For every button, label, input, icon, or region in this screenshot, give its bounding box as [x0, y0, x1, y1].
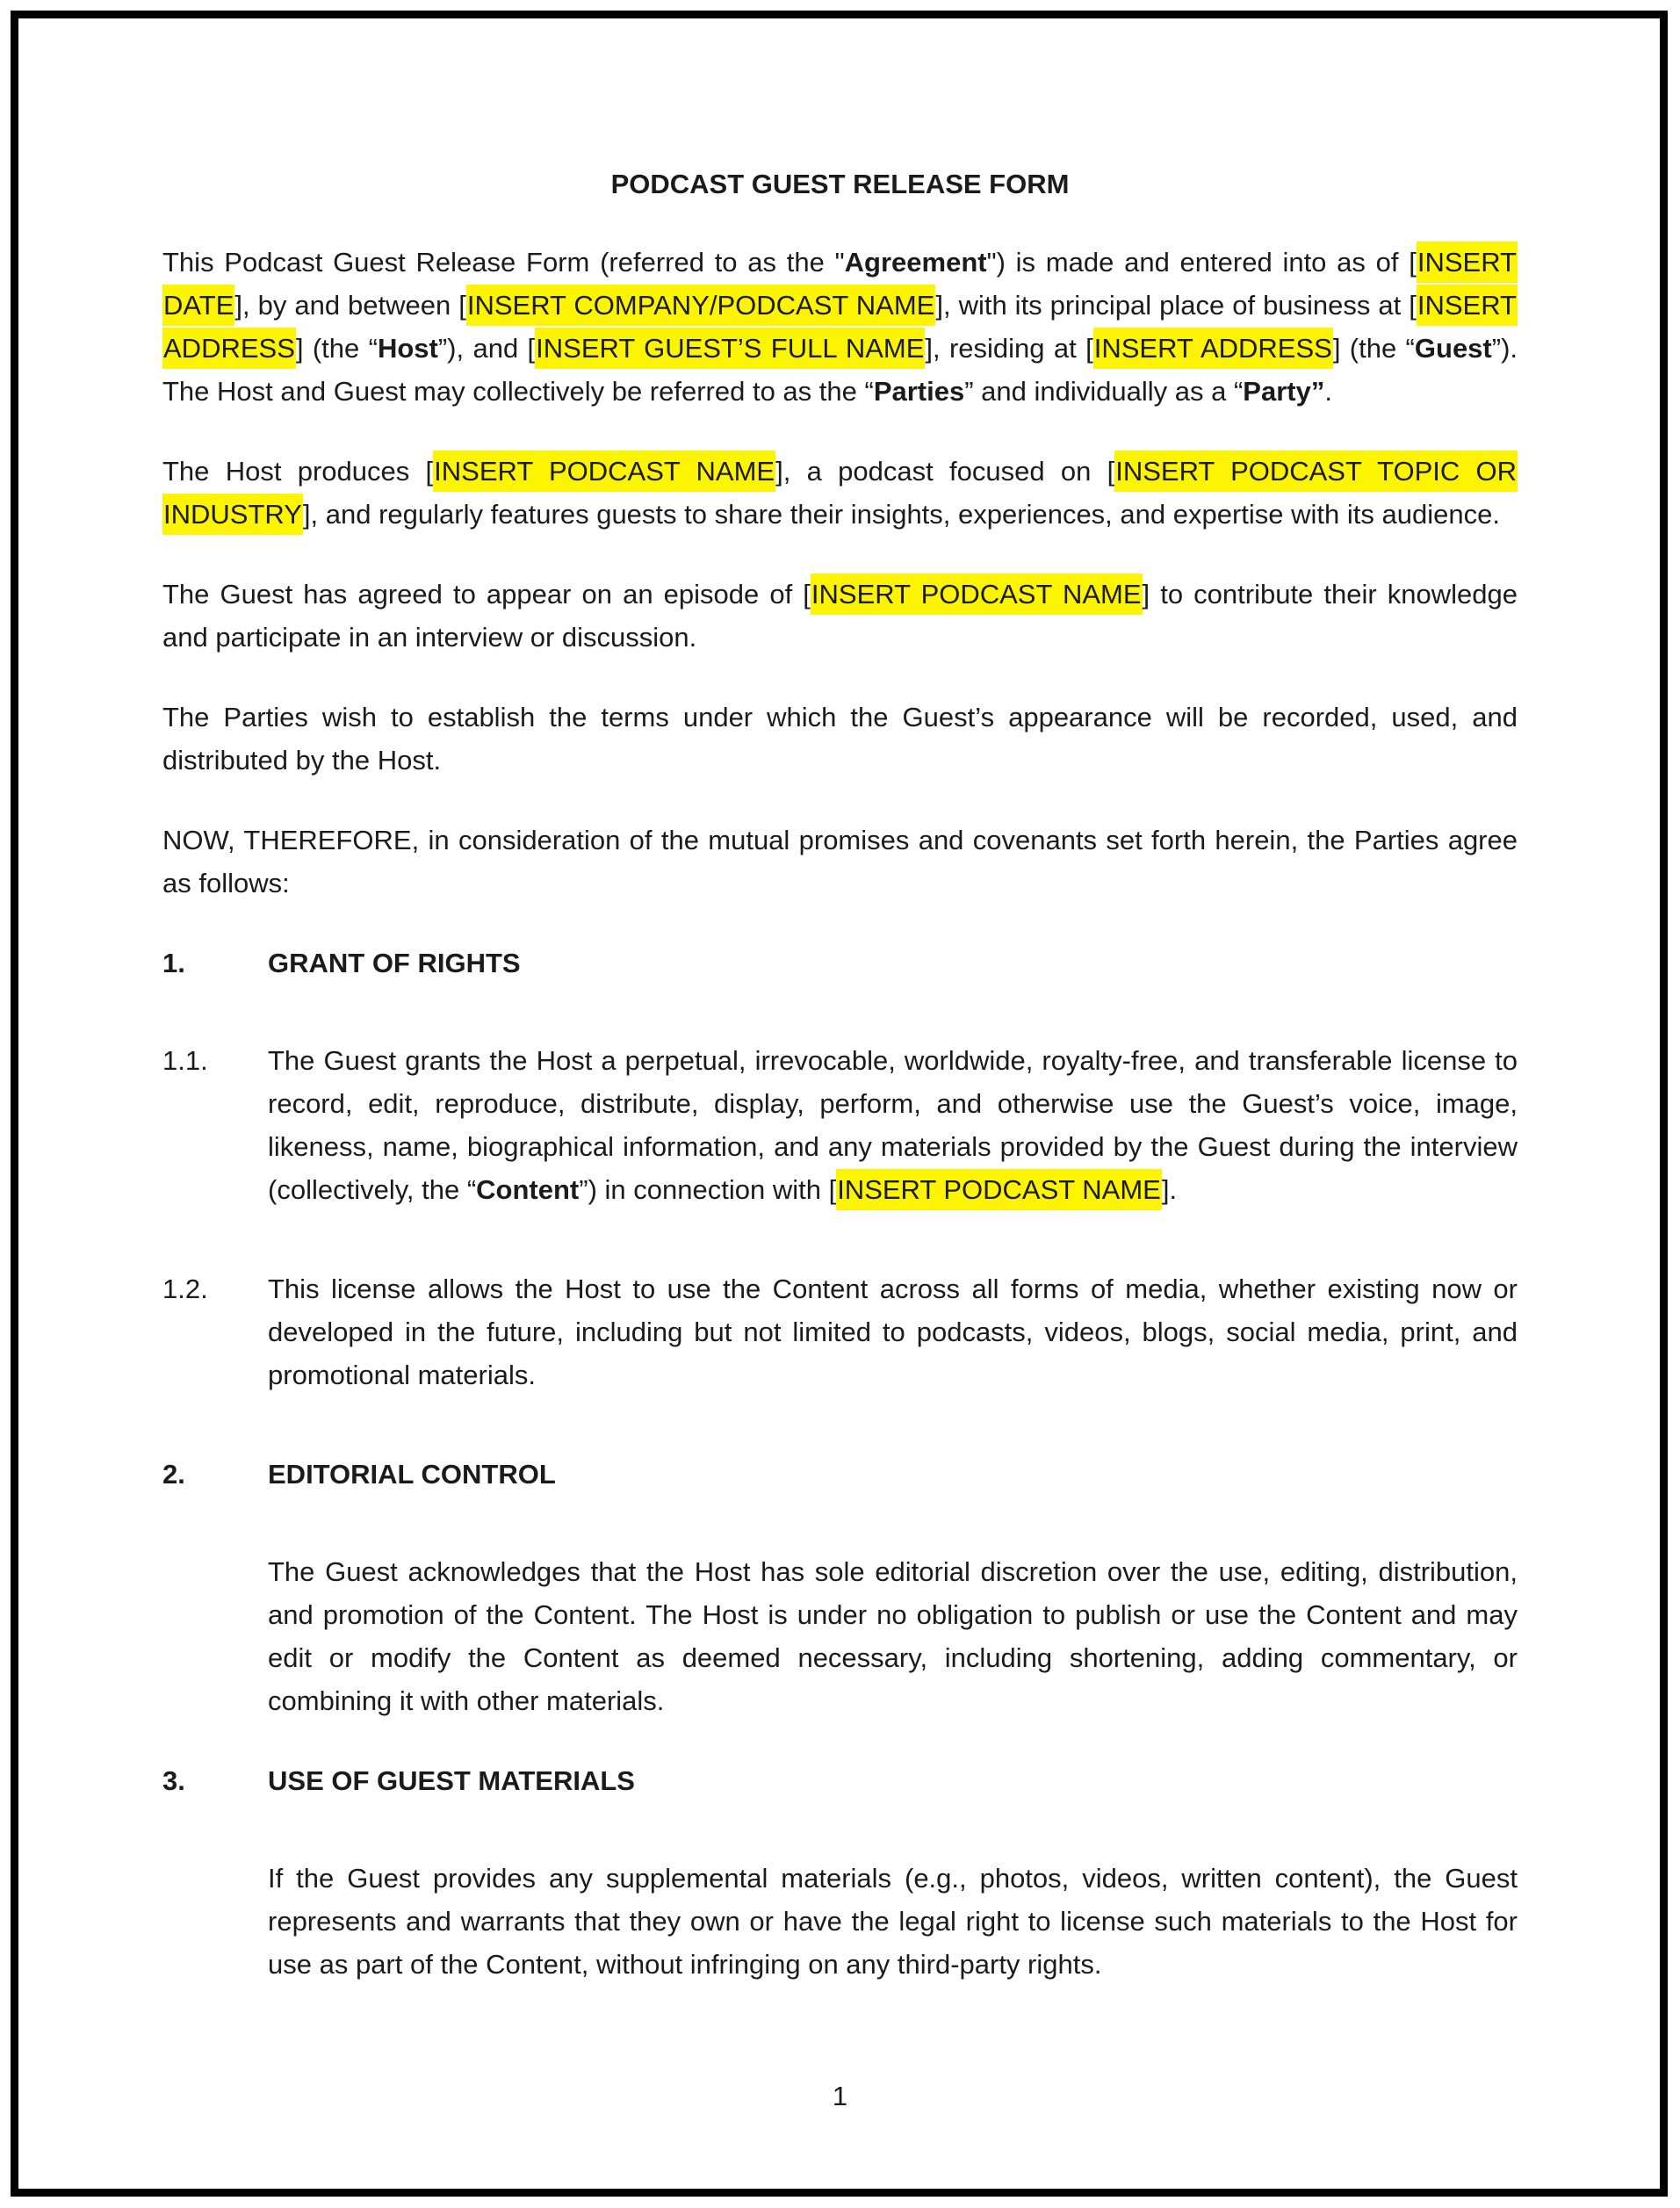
- text-segment: The Guest has agreed to appear on an episode of [: [162, 579, 811, 610]
- clause-1-2: [162, 1267, 1518, 1396]
- text-segment: The Parties wish to establish the terms under which the Guest’s appearance will be recorded, used, and distributed by the Host.: [162, 702, 1518, 776]
- text-segment: ”). The Host and Guest may collectively be referred to as the “: [162, 333, 1518, 407]
- text-segment: ” and individually as a “: [964, 376, 1244, 407]
- intro-paragraph-2: [162, 450, 1518, 536]
- text-segment: Agreement: [844, 247, 987, 278]
- clause-text: [268, 1274, 1518, 1390]
- section-number: 2.: [162, 1459, 185, 1490]
- intro-paragraph-5: [162, 819, 1518, 905]
- intro-paragraph-4: [162, 696, 1518, 782]
- insert-placeholder-highlight: INSERT PODCAST NAME: [433, 451, 775, 492]
- intro-paragraph-1: [162, 241, 1518, 413]
- text-segment: ], and regularly features guests to share their insights, experiences, and expertise with its audience.: [302, 499, 1500, 530]
- clause-1-1: [162, 1039, 1518, 1211]
- insert-placeholder-highlight: INSERT PODCAST TOPIC OR INDUSTRY: [162, 451, 1518, 535]
- insert-placeholder-highlight: INSERT ADDRESS: [162, 285, 1518, 369]
- insert-placeholder-highlight: INSERT COMPANY/PODCAST NAME: [466, 285, 935, 326]
- text-segment: If the Guest provides any supplemental materials (e.g., photos, videos, written content), the Guest represents and warrants that they own or have the legal right to license such materials to the Host for use as part of the Content, without infringing on any third-party rights.: [268, 1863, 1518, 1980]
- text-segment: ”), and [: [437, 333, 536, 364]
- text-segment: ] to contribute their knowledge and participate in an interview or discussion.: [162, 579, 1518, 653]
- insert-placeholder-highlight: INSERT GUEST’S FULL NAME: [535, 328, 925, 369]
- intro-paragraph-3: [162, 573, 1518, 659]
- section-heading-text: EDITORIAL CONTROL: [268, 1459, 556, 1490]
- section-2-body: [268, 1550, 1518, 1722]
- section-heading-3: [162, 1759, 1518, 1802]
- text-segment: The Guest acknowledges that the Host has sole editorial discretion over the use, editing, distribution, and promotion of the Content. The Host is under no obligation to publish or use the Content and may edit or modify the Content as deemed necessary, including shortening, adding commentary, or combining it with other materials.: [268, 1556, 1518, 1716]
- text-segment: ].: [1161, 1174, 1178, 1205]
- text-segment: Content: [476, 1174, 580, 1205]
- section-3-body: [268, 1857, 1518, 1986]
- section-number: 1.: [162, 948, 185, 978]
- text-segment: ], by and between [: [234, 290, 466, 321]
- insert-placeholder-highlight: INSERT PODCAST NAME: [811, 574, 1143, 615]
- clause-number: 1.1.: [162, 1045, 208, 1076]
- text-segment: ") is made and entered into as of [: [986, 247, 1417, 278]
- text-segment: ], a podcast focused on [: [775, 456, 1115, 487]
- insert-placeholder-highlight: INSERT ADDRESS: [1093, 328, 1333, 369]
- text-segment: .: [1324, 376, 1332, 407]
- section-number: 3.: [162, 1765, 185, 1796]
- insert-placeholder-highlight: INSERT DATE: [162, 242, 1518, 326]
- text-segment: ] (the “: [295, 333, 378, 364]
- clause-text: [268, 1045, 1518, 1210]
- text-segment: NOW, THEREFORE, in consideration of the mutual promises and covenants set forth herein, the Parties agree as follows:: [162, 825, 1518, 898]
- clause-number: 1.2.: [162, 1274, 208, 1304]
- section-heading-2: [162, 1453, 1518, 1496]
- text-segment: ”) in connection with [: [579, 1174, 837, 1205]
- text-segment: This Podcast Guest Release Form (referred to as the ": [162, 247, 845, 278]
- insert-placeholder-highlight: INSERT PODCAST NAME: [836, 1169, 1162, 1210]
- section-heading-text: GRANT OF RIGHTS: [268, 948, 521, 978]
- text-segment: ], residing at [: [925, 333, 1093, 364]
- section-heading-text: USE OF GUEST MATERIALS: [268, 1765, 635, 1796]
- document-title: PODCAST GUEST RELEASE FORM: [610, 169, 1070, 199]
- text-segment: ], with its principal place of business at [: [935, 290, 1417, 321]
- section-heading-1: [162, 942, 1518, 985]
- text-segment: Guest: [1414, 333, 1492, 364]
- text-segment: Parties: [873, 376, 965, 407]
- text-segment: The Host produces [: [162, 456, 434, 487]
- text-segment: Party”: [1243, 376, 1325, 407]
- page-number: 1: [832, 2081, 848, 2111]
- text-segment: Host: [377, 333, 438, 364]
- text-segment: ] (the “: [1332, 333, 1415, 364]
- text-segment: This license allows the Host to use the Content across all forms of media, whether existing now or developed in the future, including but not limited to podcasts, videos, blogs, social media, print, and promotional materials.: [268, 1274, 1518, 1390]
- text-segment: The Guest grants the Host a perpetual, irrevocable, worldwide, royalty-free, and transferable license to record, edit, reproduce, distribute, display, perform, and otherwise use the Guest’s voice, image, likeness, name, biographical information, and any materials provided by the Guest during the interview (collectively, the “: [268, 1045, 1518, 1205]
